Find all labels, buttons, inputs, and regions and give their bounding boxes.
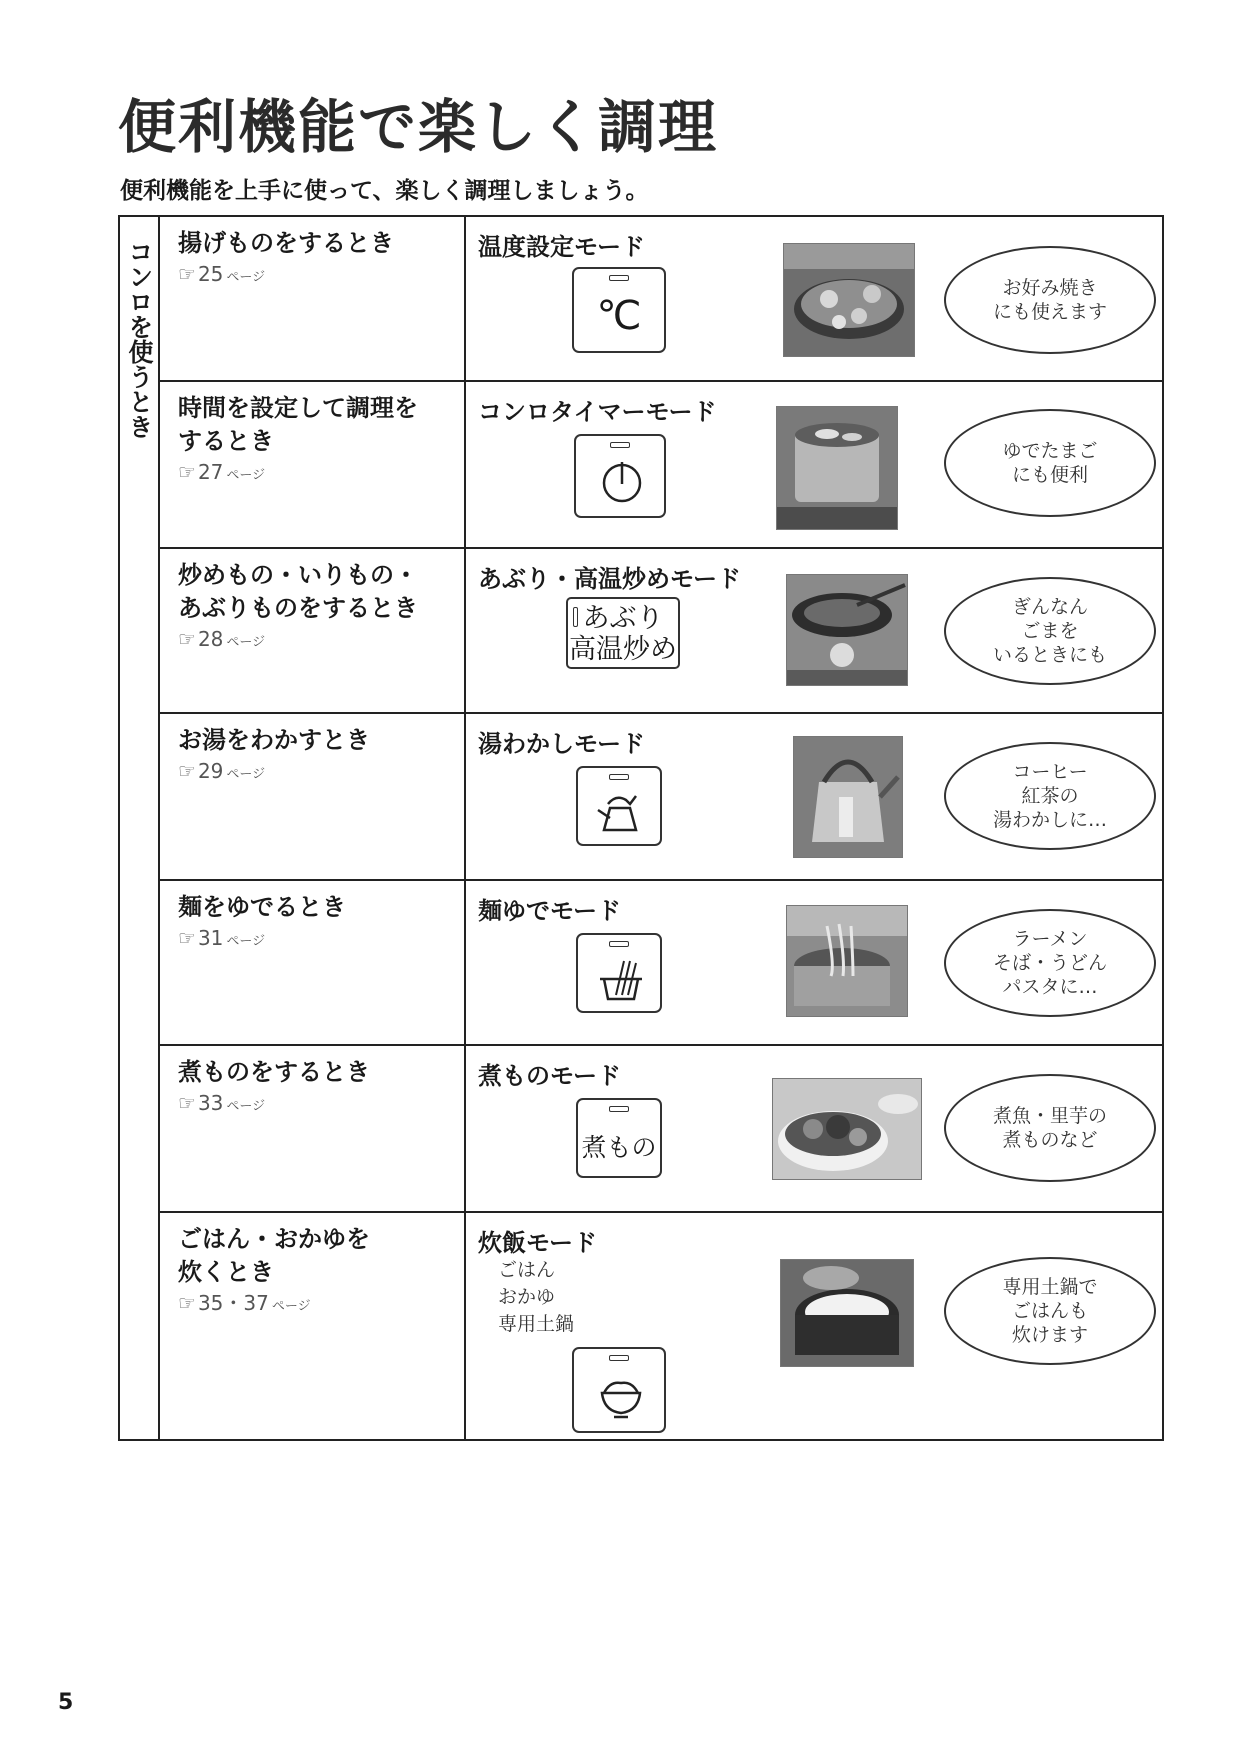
situation-text: 揚げものをするとき [178,229,394,257]
situation-cell [160,1213,466,1439]
page-reference[interactable]: ☞ 25 ページ [178,262,266,286]
noodle-pot-icon [576,933,662,1013]
situation-cell [160,382,466,547]
stewing-pot-photo [776,406,898,530]
situation-text: 時間を設定して調理を するとき [178,394,418,455]
tip-bubble: コーヒー 紅茶の 湯わかしに… [944,742,1156,850]
mode-cell [466,217,1164,380]
page-reference[interactable]: ☞ 27 ページ [178,460,266,484]
table-row [160,881,1164,1046]
timer-icon [574,434,666,518]
tip-bubble: 煮魚・里芋の 煮ものなど [944,1074,1156,1182]
situation-cell [160,714,466,879]
situation-text: ごはん・おかゆを 炊くとき [178,1225,370,1286]
mode-sub-options: ごはん おかゆ 専用土鍋 [498,1259,575,1335]
situation-text: 麺をゆでるとき [178,893,346,921]
aburi-text-button: あぶり 高温炒め [566,597,680,669]
pointing-hand-icon: ☞ [178,926,196,950]
situation-cell [160,217,466,380]
noodle-pot-photo [786,905,908,1017]
pointing-hand-icon: ☞ [178,262,196,286]
page-reference[interactable]: ☞ 33 ページ [178,1091,266,1115]
tip-bubble: ゆでたまご にも便利 [944,409,1156,517]
mode-cell [466,549,1164,712]
situation-text: 炒めもの・いりもの・ あぶりものをするとき [178,561,418,622]
page-reference[interactable]: ☞ 35・37 ページ [178,1291,311,1315]
situation-cell [160,881,466,1044]
simmered-dish-photo [772,1078,922,1180]
situation-cell [160,1046,466,1211]
page-reference[interactable]: ☞ 28 ページ [178,627,266,651]
side-label: コンロを使うとき [125,239,154,439]
rice-pot-photo [780,1259,914,1367]
side-column [120,217,160,1439]
table-row [160,1213,1164,1439]
page-reference[interactable]: ☞ 29 ページ [178,759,266,783]
table-row [160,382,1164,549]
mode-cell [466,382,1164,547]
celsius-icon: ℃ [572,267,666,353]
mode-title: 炊飯モード [478,1229,598,1257]
mode-title: 麺ゆでモード [478,897,622,925]
kettle-icon [576,766,662,846]
mode-title: コンロタイマーモード [478,398,717,426]
mode-cell [466,1213,1164,1439]
kettle-photo [793,736,903,858]
pointing-hand-icon: ☞ [178,627,196,651]
pointing-hand-icon: ☞ [178,1091,196,1115]
situation-text: お湯をわかすとき [178,726,370,754]
tip-bubble: ぎんなん ごまを いるときにも [944,577,1156,685]
mode-title: 湯わかしモード [478,730,646,758]
mode-title: 煮ものモード [478,1062,622,1090]
page-subtitle: 便利機能を上手に使って、楽しく調理しましょう。 [120,178,649,204]
page-number: 5 [58,1690,74,1715]
situation-cell [160,549,466,712]
tip-bubble: お好み焼き にも使えます [944,246,1156,354]
table-row [160,714,1164,881]
pointing-hand-icon: ☞ [178,759,196,783]
tip-bubble: ラーメン そば・うどん パスタに… [944,909,1156,1017]
mode-cell [466,1046,1164,1211]
pointing-hand-icon: ☞ [178,1291,196,1315]
page-reference[interactable]: ☞ 31 ページ [178,926,266,950]
rice-bowl-icon [572,1347,666,1433]
tip-bubble: 専用土鍋で ごはんも 炊けます [944,1257,1156,1365]
page-title: 便利機能で楽しく調理 [118,93,719,161]
mode-cell [466,881,1164,1044]
table-row [160,217,1164,382]
mode-title: 温度設定モード [478,233,646,261]
mode-cell [466,714,1164,879]
nimono-text-button: 煮もの [576,1098,662,1178]
pointing-hand-icon: ☞ [178,460,196,484]
table-row [160,1046,1164,1213]
mode-title: あぶり・高温炒めモード [478,565,742,593]
feature-table [118,215,1164,1441]
frying-pot-photo [783,243,915,357]
table-row [160,549,1164,714]
wok-photo [786,574,908,686]
situation-text: 煮ものをするとき [178,1058,370,1086]
